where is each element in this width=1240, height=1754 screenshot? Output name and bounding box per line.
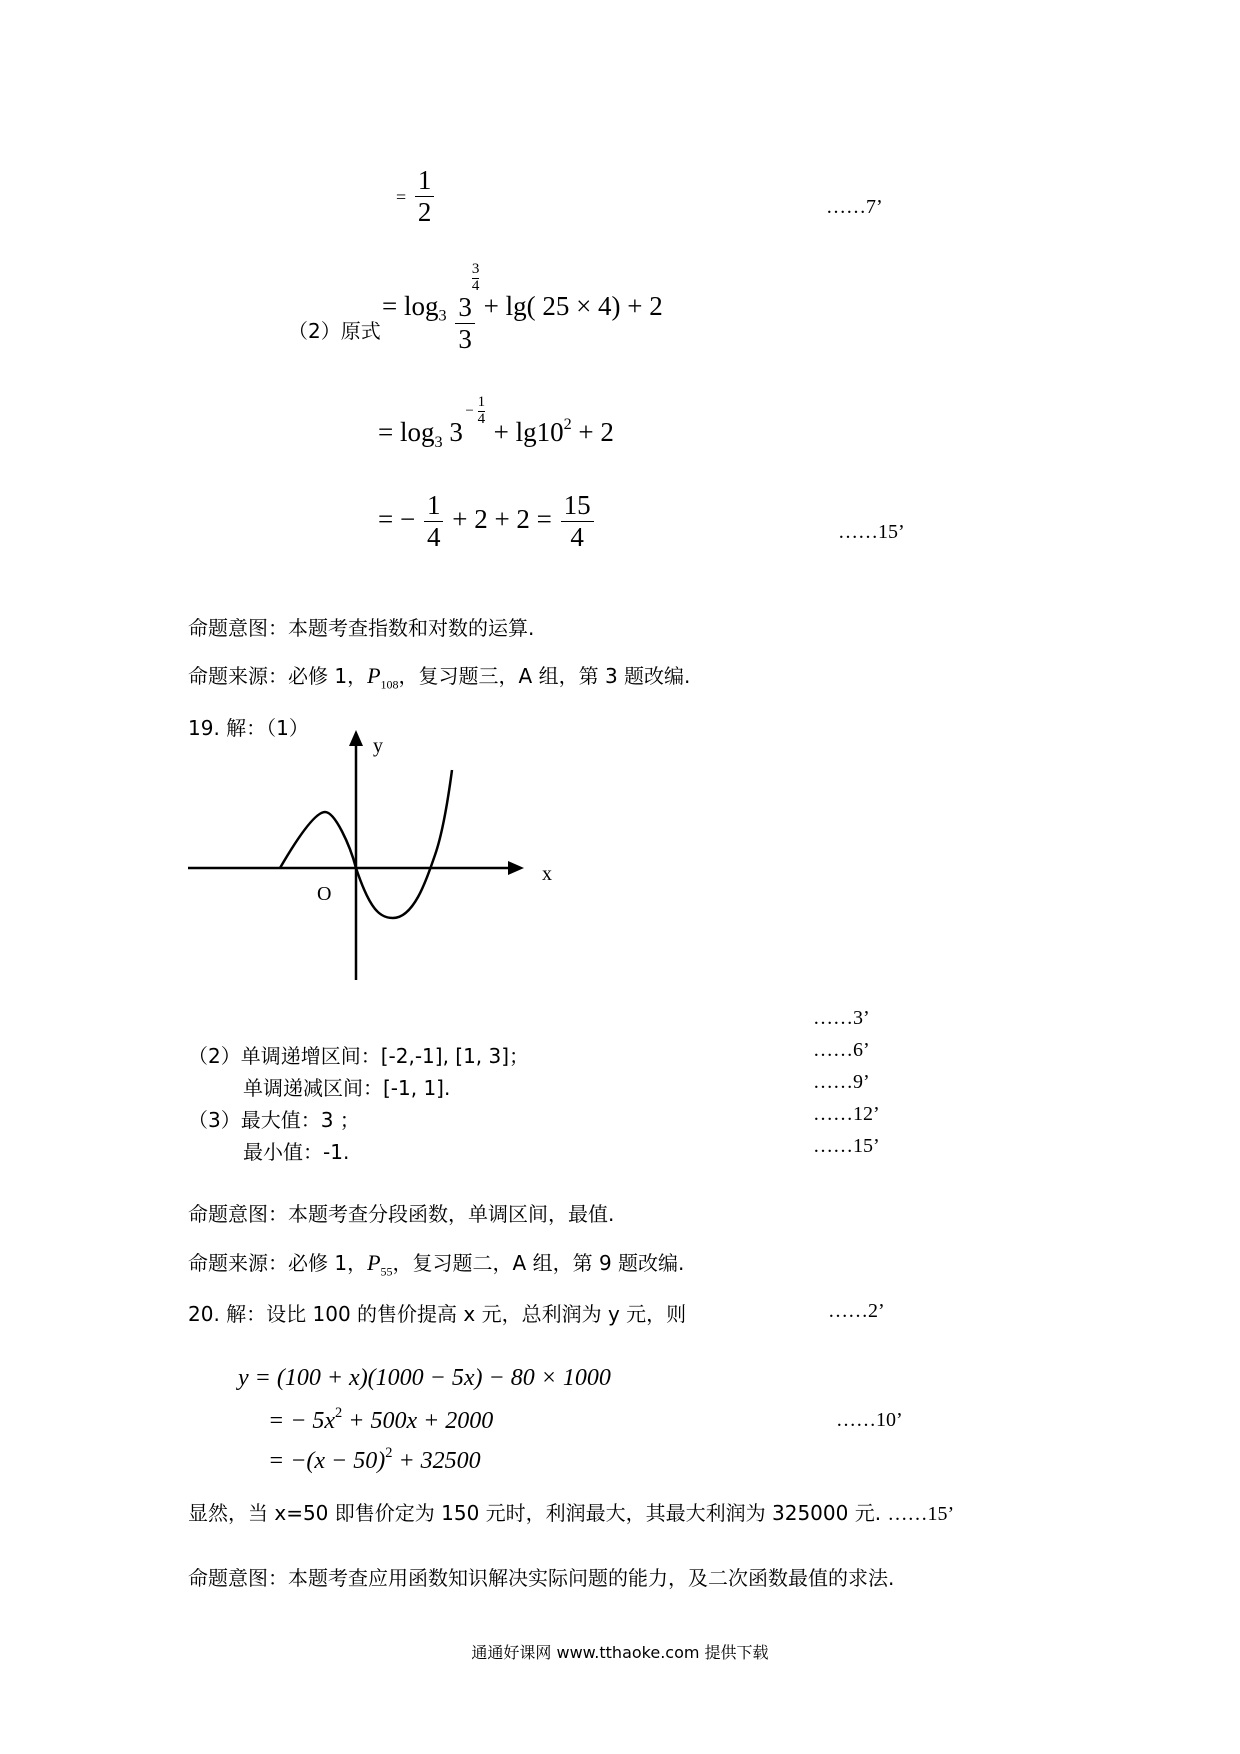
expression-tail: + 2 bbox=[578, 417, 614, 448]
expression-middle: + 2 + 2 = bbox=[452, 503, 552, 534]
equals-negative: = − bbox=[378, 503, 416, 534]
source-suffix: ，复习题三，A 组，第 3 题改编. bbox=[398, 664, 691, 688]
lg-exponent: 2 bbox=[563, 415, 572, 433]
page-symbol: P bbox=[367, 663, 381, 688]
conclusion-sentence: 显然，当 x=50 即售价定为 150 元时，利润最大，其最大利润为 325000 元. bbox=[188, 1501, 882, 1525]
equals-sign: = bbox=[396, 186, 407, 207]
question-19-header: 19. 解：（1） bbox=[188, 716, 309, 740]
page-symbol: P bbox=[367, 1250, 381, 1275]
exponent-denominator: 4 bbox=[471, 277, 480, 294]
equation-prefix: = − 5x bbox=[268, 1407, 336, 1434]
score-marker: ……12’ bbox=[813, 1103, 880, 1125]
page-reference bbox=[367, 663, 399, 692]
equals-sign: = bbox=[382, 290, 398, 321]
function-curve bbox=[280, 770, 452, 918]
x-axis-label: x bbox=[542, 863, 552, 885]
half-result-line bbox=[396, 165, 436, 228]
fraction-fifteen-quarters bbox=[561, 490, 594, 553]
negative-exponent bbox=[465, 395, 485, 428]
answer-row: （2）单调递增区间：[-2,-1], [1, 3]； bbox=[188, 1044, 530, 1068]
profit-equation-line1: y = (100 + x)(1000 − 5x) − 80 × 1000 bbox=[238, 1365, 611, 1391]
log-base: 3 bbox=[438, 306, 447, 325]
power-term bbox=[449, 394, 486, 448]
power-base: 3 bbox=[449, 417, 463, 448]
fraction-denominator: 3 bbox=[455, 323, 475, 355]
score-marker: ……9’ bbox=[813, 1071, 870, 1093]
expression-tail: + lg( 25 × 4) + 2 bbox=[483, 290, 663, 321]
page-number: 108 bbox=[380, 677, 399, 692]
profit-equation-line3 bbox=[268, 1445, 481, 1475]
x-axis-arrow-icon bbox=[508, 861, 524, 875]
answer-row: 最小值：-1. bbox=[243, 1140, 350, 1164]
exponent-denominator: 4 bbox=[477, 410, 486, 427]
log-function: log bbox=[403, 290, 439, 321]
source-line bbox=[188, 1247, 684, 1279]
fraction-denominator: 4 bbox=[561, 521, 594, 553]
profit-equation-line2 bbox=[268, 1405, 493, 1435]
exponent-sign: − bbox=[465, 402, 474, 419]
equation-suffix: + 500x + 2000 bbox=[348, 1407, 494, 1434]
y-axis-label: y bbox=[373, 735, 383, 757]
page-reference bbox=[367, 1250, 393, 1279]
source-line bbox=[188, 660, 690, 692]
log-function: log bbox=[399, 417, 435, 448]
intent-text: 命题意图：本题考查分段函数，单调区间，最值. bbox=[188, 1202, 615, 1226]
fraction-one-half bbox=[415, 165, 435, 228]
exponent-fraction bbox=[478, 395, 486, 428]
equation-exponent: 2 bbox=[385, 1445, 393, 1461]
source-prefix: 命题来源：必修 1， bbox=[188, 1251, 368, 1275]
score-marker: ……10’ bbox=[836, 1409, 903, 1431]
equation-prefix: = −(x − 50) bbox=[268, 1447, 386, 1474]
power-exponent-fraction bbox=[472, 262, 480, 295]
score-marker: ……6’ bbox=[813, 1039, 870, 1061]
function-graph bbox=[180, 730, 560, 990]
fraction-one-quarter bbox=[424, 490, 444, 553]
power-fraction bbox=[455, 261, 480, 355]
exponent-numerator: 3 bbox=[471, 261, 480, 277]
score-marker: ……15’ bbox=[838, 521, 905, 543]
answer-row: 单调递减区间：[-1, 1]. bbox=[243, 1076, 451, 1100]
lg-term: + lg10 bbox=[493, 417, 564, 448]
equation-suffix: + 32500 bbox=[398, 1447, 481, 1474]
equals-sign: = bbox=[378, 417, 394, 448]
score-marker: ……15’ bbox=[887, 1503, 955, 1525]
conclusion-text bbox=[188, 1497, 954, 1526]
page-number: 55 bbox=[380, 1264, 393, 1279]
fraction-numerator: 1 bbox=[417, 165, 432, 195]
intent-text: 命题意图：本题考查指数和对数的运算. bbox=[188, 616, 535, 640]
y-axis-arrow-icon bbox=[349, 730, 363, 746]
part2-label: （2）原式 bbox=[288, 319, 381, 343]
score-marker: ……3’ bbox=[813, 1007, 870, 1029]
log-result-line bbox=[378, 490, 596, 553]
source-suffix: ，复习题二，A 组，第 9 题改编. bbox=[392, 1251, 685, 1275]
intent-text: 命题意图：本题考查应用函数知识解决实际问题的能力，及二次函数最值的求法. bbox=[188, 1566, 895, 1590]
log-expression-line1 bbox=[382, 262, 663, 355]
answer-row: （3）最大值：3 ； bbox=[188, 1108, 360, 1132]
fraction-numerator bbox=[455, 261, 480, 323]
score-marker: ……15’ bbox=[813, 1135, 880, 1157]
page-footer: 通通好课网 www.tthaoke.com 提供下载 bbox=[471, 1643, 769, 1662]
question-20-header: 20. 解：设比 100 的售价提高 x 元，总利润为 y 元，则 bbox=[188, 1302, 687, 1326]
log-base: 3 bbox=[434, 432, 443, 451]
source-prefix: 命题来源：必修 1， bbox=[188, 664, 368, 688]
origin-label: O bbox=[317, 883, 332, 905]
equation-exponent: 2 bbox=[335, 1405, 343, 1421]
power-base: 3 bbox=[458, 292, 472, 322]
log-expression-line2 bbox=[378, 394, 614, 452]
fraction-denominator: 2 bbox=[415, 196, 435, 228]
score-marker: ……2’ bbox=[828, 1300, 885, 1322]
fraction-numerator: 15 bbox=[563, 490, 591, 520]
score-marker: ……7’ bbox=[826, 196, 883, 218]
exponent-numerator: 1 bbox=[477, 394, 486, 411]
fraction-denominator: 4 bbox=[424, 521, 444, 553]
fraction-numerator: 1 bbox=[426, 490, 441, 520]
